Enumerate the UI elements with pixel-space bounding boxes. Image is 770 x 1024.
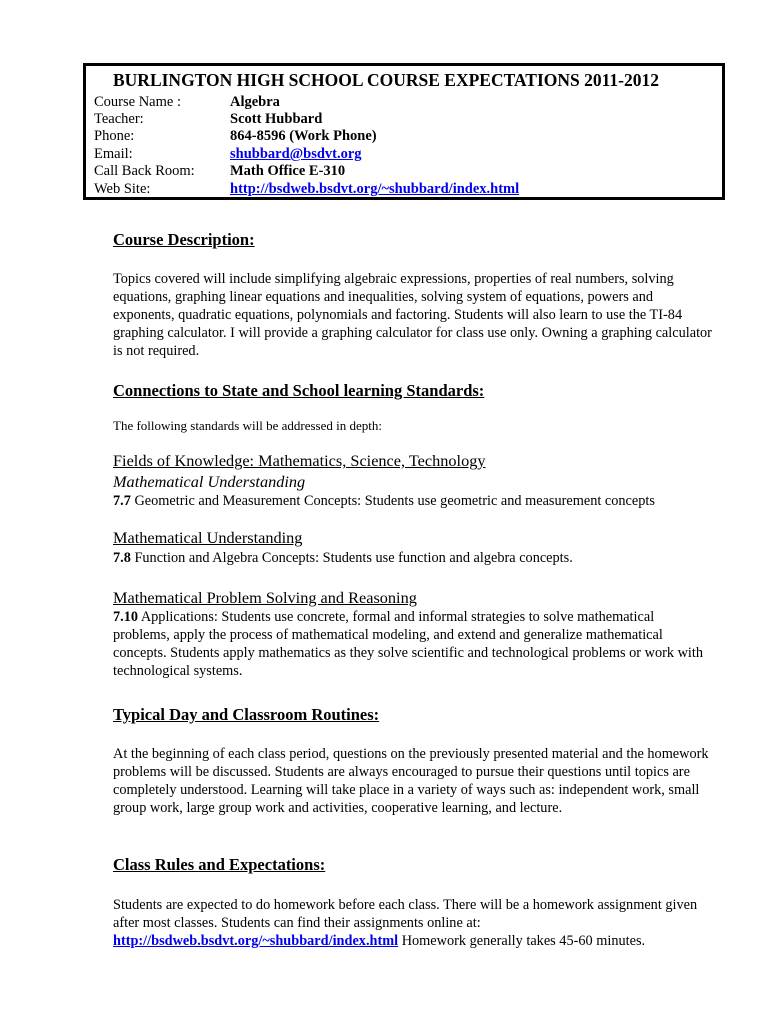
website-label: Web Site: — [94, 181, 151, 197]
email-label: Email: — [94, 146, 133, 162]
info-row-teacher — [94, 111, 322, 128]
rules-heading: Class Rules and Expectations: — [113, 855, 326, 874]
rules-text-after: Homework generally takes 45-60 minutes. — [398, 933, 646, 949]
course-name-value: Algebra — [230, 94, 280, 110]
rules-text-body: Students are expected to do homework before each class. There will be a homework assignment given after most classes. Students can find their assignments online at: — [113, 897, 698, 931]
standard-text: Function and Algebra Concepts: Students use function and algebra concepts. — [130, 550, 573, 566]
standard-number: 7.10 — [113, 609, 139, 625]
standard-subheading-1: Mathematical Understanding — [113, 472, 306, 491]
phone-label: Phone: — [94, 128, 135, 144]
course-name-label: Course Name : — [94, 94, 181, 110]
info-row-course — [94, 94, 280, 111]
course-description-text: Topics covered will include simplifying algebraic expressions, properties of real numbers, solving equations, graphing linear equations and inequalities, solving system of equations, powers and exponents, quadratic equations, polynomials and factoring. Students will also learn to use the TI-84 graphing calculator. I will provide a graphing calculator for class use only. Owning a graphing calculator is not required. — [113, 271, 712, 359]
teacher-label: Teacher: — [94, 111, 144, 127]
course-description-heading: Course Description: — [113, 230, 255, 249]
info-row-email — [94, 146, 362, 163]
info-row-phone — [94, 128, 377, 145]
standard-number: 7.7 — [113, 493, 131, 509]
standard-7-10 — [113, 608, 713, 680]
standard-text: Applications: Students use concrete, formal and informal strategies to solve mathematical problems, apply the process of mathematical modeling, and extend and generalize mathematical concepts. Students apply mathematics as they solve scientific and technological problems or work with technological systems. — [113, 609, 703, 679]
document-title: BURLINGTON HIGH SCHOOL COURSE EXPECTATIONS 2011-2012 — [113, 70, 660, 90]
website-link[interactable]: http://bsdweb.bsdvt.org/~shubbard/index.html — [230, 181, 520, 197]
standard-subheading-3: Mathematical Problem Solving and Reasoning — [113, 588, 417, 607]
routines-heading: Typical Day and Classroom Routines: — [113, 705, 380, 724]
homework-link[interactable]: http://bsdweb.bsdvt.org/~shubbard/index.html — [113, 933, 399, 949]
room-value: Math Office E-310 — [230, 163, 346, 179]
room-label: Call Back Room: — [94, 163, 195, 179]
phone-value: 864-8596 (Work Phone) — [230, 128, 377, 144]
standard-text: Geometric and Measurement Concepts: Students use geometric and measurement concepts — [130, 493, 655, 509]
rules-text — [113, 896, 713, 950]
standard-subheading-2: Mathematical Understanding — [113, 528, 303, 547]
teacher-value: Scott Hubbard — [230, 111, 323, 127]
email-link[interactable]: shubbard@bsdvt.org — [230, 146, 362, 162]
info-row-website — [94, 181, 519, 198]
standard-7-8 — [113, 549, 713, 567]
standards-heading: Connections to State and School learning Standards: — [113, 381, 485, 400]
info-row-room — [94, 163, 345, 180]
standards-intro: The following standards will be addressed in depth: — [113, 418, 382, 433]
standard-7-7 — [113, 492, 713, 510]
fields-of-knowledge-heading: Fields of Knowledge: Mathematics, Science, Technology — [113, 451, 486, 470]
standard-number: 7.8 — [113, 550, 131, 566]
routines-text: At the beginning of each class period, questions on the previously presented material and the homework problems will be discussed. Students are always encouraged to pursue their questions until topics are completely understood. Learning will take place in a variety of ways such as: independent work, small group work, large group work and activities, cooperative learning, and lecture. — [113, 746, 709, 816]
